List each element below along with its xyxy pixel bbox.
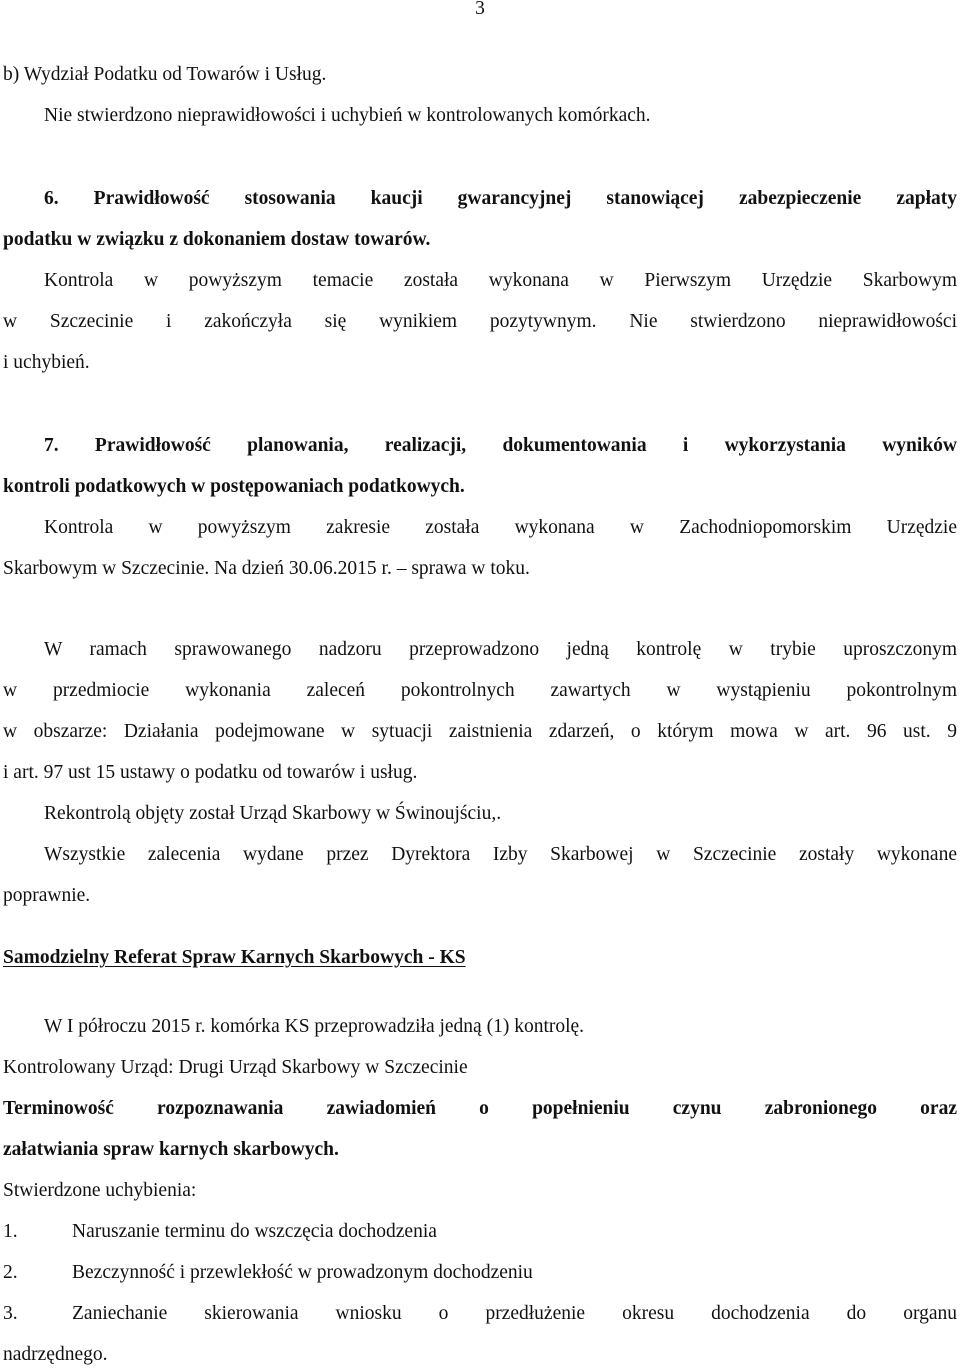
body-text: Kontrolowany Urząd: Drugi Urząd Skarbowy w Szczecinie <box>3 1057 468 1078</box>
body-text: w obszarze: Działania podejmowane w sytuacji zaistnienia zdarzeń, o którym mowa w art. 96 ust. 9 <box>3 721 957 742</box>
body-text: Nie stwierdzono nieprawidłowości i uchybień w kontrolowanych komórkach. <box>44 105 651 126</box>
list-item-text: Bezczynność i przewlekłość w prowadzonym dochodzeniu <box>72 1262 533 1283</box>
body-text: poprawnie. <box>3 885 91 906</box>
list-item-number: 3. <box>3 1303 18 1324</box>
body-text: w Szczecinie i zakończyła się wynikiem pozytywnym. Nie stwierdzono nieprawidłowości <box>3 311 957 332</box>
body-text: i art. 97 ust 15 ustawy o podatku od towarów i usług. <box>3 762 418 783</box>
body-text: Kontrola w powyższym temacie została wykonana w Pierwszym Urzędzie Skarbowym <box>44 270 957 291</box>
list-item <box>3 1220 957 1244</box>
section-heading: załatwiania spraw karnych skarbowych. <box>3 1139 339 1160</box>
section-heading: kontroli podatkowych w postępowaniach podatkowych. <box>3 476 465 497</box>
section-heading: podatku w związku z dokonaniem dostaw towarów. <box>3 229 431 250</box>
body-text: i uchybień. <box>3 352 90 373</box>
list-item-number: 2. <box>3 1262 18 1283</box>
list-item-number: 1. <box>3 1221 18 1242</box>
section-heading: Terminowość rozpoznawania zawiadomień o popełnieniu czynu zabronionego oraz <box>3 1098 957 1119</box>
body-text: Skarbowym w Szczecinie. Na dzień 30.06.2015 r. – sprawa w toku. <box>3 558 530 579</box>
list-item-continuation: nadrzędnego. <box>3 1344 108 1365</box>
body-text: Kontrola w powyższym zakresie została wykonana w Zachodniopomorskim Urzędzie <box>44 517 957 538</box>
body-text: w przedmiocie wykonania zaleceń pokontrolnych zawartych w wystąpieniu pokontrolnym <box>3 680 957 701</box>
list-item <box>3 1302 957 1326</box>
body-text: W ramach sprawowanego nadzoru przeprowadzono jedną kontrolę w trybie uproszczonym <box>44 639 957 660</box>
list-item-text: Naruszanie terminu do wszczęcia dochodzenia <box>72 1221 437 1242</box>
body-text: Wszystkie zalecenia wydane przez Dyrektora Izby Skarbowej w Szczecinie zostały wykonane <box>44 844 957 865</box>
department-heading: Samodzielny Referat Spraw Karnych Skarbowych - KS <box>3 947 466 968</box>
page-number: 3 <box>475 0 485 19</box>
list-item <box>3 1261 957 1285</box>
list-item-text: Zaniechanie skierowania wniosku o przedłużenie okresu dochodzenia do organu <box>72 1303 957 1324</box>
subsection-heading: b) Wydział Podatku od Towarów i Usług. <box>3 64 327 85</box>
section-heading: 7. Prawidłowość planowania, realizacji, dokumentowania i wykorzystania wyników <box>44 435 957 456</box>
section-heading: 6. Prawidłowość stosowania kaucji gwarancyjnej stanowiącej zabezpieczenie zapłaty <box>44 188 957 209</box>
body-text: Rekontrolą objęty został Urząd Skarbowy w Świnoujściu,. <box>44 803 502 824</box>
body-text: W I półroczu 2015 r. komórka KS przeprowadziła jedną (1) kontrolę. <box>44 1016 585 1037</box>
body-text: Stwierdzone uchybienia: <box>3 1180 197 1201</box>
